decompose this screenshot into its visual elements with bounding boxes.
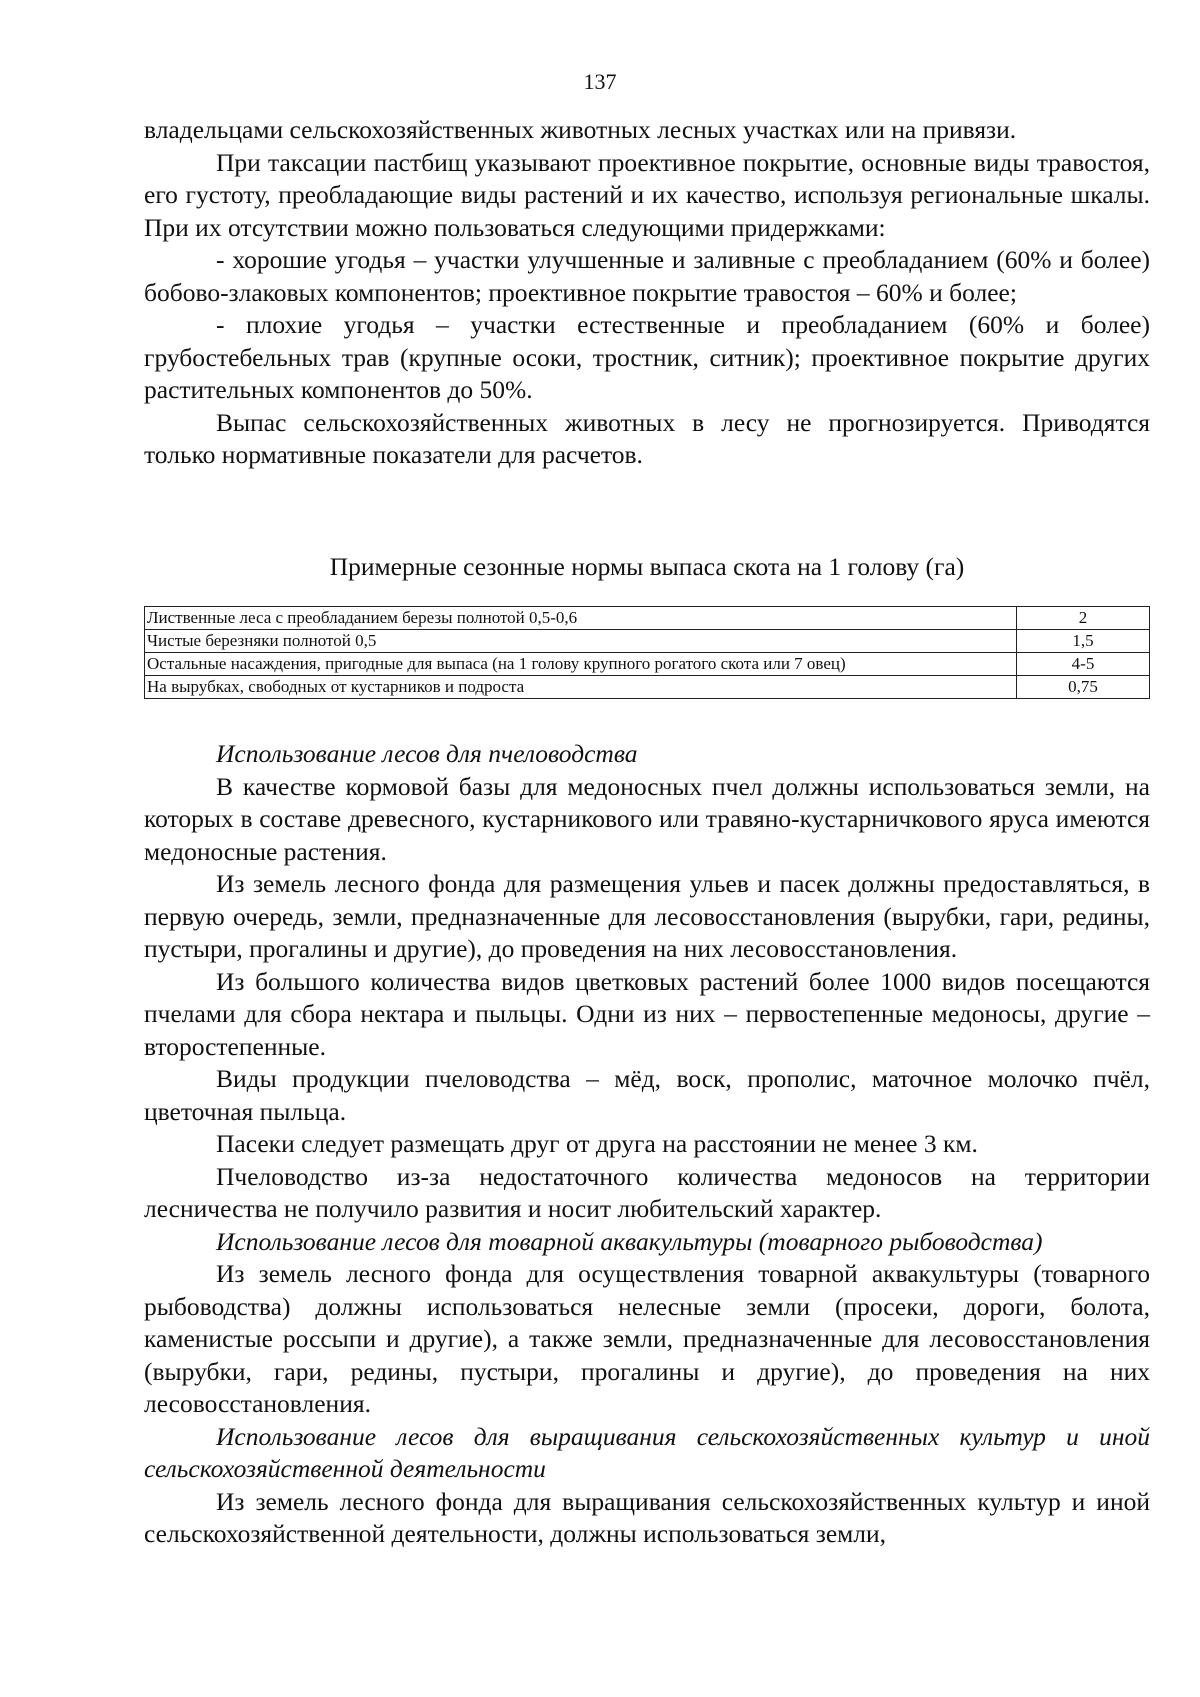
paragraph: - плохие угодья – участки естественные и преобладанием (60% и более) грубостебельных трав (крупные осоки, тростник, ситник); проективное покрытие других растительных компонентов до 50%. bbox=[144, 310, 1150, 404]
table-cell-stand-type: На вырубках, свободных от кустарников и подроста bbox=[145, 676, 1017, 699]
table-row bbox=[145, 676, 1150, 699]
table-cell-stand-type: Лиственные леса с преобладанием березы полнотой 0,5-0,6 bbox=[145, 607, 1017, 630]
paragraph: Виды продукции пчеловодства – мёд, воск, прополис, маточное молочко пчёл, цветочная пыльца. bbox=[144, 1064, 1150, 1126]
table-cell-norm-value: 4-5 bbox=[1017, 653, 1150, 676]
table-row bbox=[145, 653, 1150, 676]
paragraph: Из земель лесного фонда для размещения ульев и пасек должны предоставляться, в первую очередь, земли, предназначенные для лесовосстановления (вырубки, гари, редины, пустыри, прогалины и другие), до проведения на них лесовосстановления. bbox=[144, 869, 1150, 963]
paragraph: Пасеки следует размещать друг от друга на расстоянии не менее 3 км. bbox=[216, 1129, 978, 1158]
paragraph: Выпас сельскохозяйственных животных в лесу не прогнозируется. Приводятся только нормативные показатели для расчетов. bbox=[144, 407, 1150, 469]
page-number: 137 bbox=[583, 69, 617, 94]
table-caption-wrap bbox=[144, 551, 1150, 584]
text-block-upper bbox=[144, 114, 1150, 472]
paragraph: - хорошие угодья – участки улучшенные и заливные с преобладанием (60% и более) бобово-злаковых компонентов; проективное покрытие травостоя – 60% и более; bbox=[144, 245, 1150, 307]
table-row bbox=[145, 630, 1150, 653]
grazing-norms-table bbox=[144, 606, 1150, 699]
norms-table-wrap bbox=[144, 606, 1150, 699]
paragraph: При таксации пастбищ указывают проективное покрытие, основные виды травостоя, его густоту, преобладающие виды растений и их качество, используя региональные шкалы. При их отсутствии можно пользоваться следующими придержками: bbox=[144, 147, 1150, 242]
paragraph: Пчеловодство из-за недостаточного количества медоносов на территории лесничества не получило развития и носит любительский характер. bbox=[144, 1161, 1150, 1223]
table-cell-norm-value: 1,5 bbox=[1017, 630, 1150, 653]
paragraph: Из земель лесного фонда для осуществления товарной аквакультуры (товарного рыбоводства) должны использоваться нелесные земли (просеки, дороги, болота, каменистые россыпи и другие), а также земли, предназначенные для лесовосстановления (вырубки, гари, редины, пустыри, прогалины и другие), до проведения на них лесовосстановления. bbox=[144, 1259, 1150, 1418]
paragraph: владельцами сельскохозяйственных животных лесных участках или на привязи. bbox=[144, 115, 1017, 144]
text-block-lower bbox=[144, 738, 1150, 1551]
table-cell-norm-value: 0,75 bbox=[1017, 676, 1150, 699]
table-caption: Примерные сезонные нормы выпаса скота на 1 голову (га) bbox=[329, 552, 965, 581]
paragraph: В качестве кормовой базы для медоносных пчел должны использоваться земли, на которых в составе древесного, кустарникового или травяно-кустарничкового яруса имеются медоносные растения. bbox=[144, 771, 1150, 866]
table-row bbox=[145, 607, 1150, 630]
paragraph: Из большого количества видов цветковых растений более 1000 видов посещаются пчелами для сбора нектара и пыльцы. Одни из них – первостепенные медоносы, другие – второстепенные. bbox=[144, 966, 1150, 1061]
paragraph: Из земель лесного фонда для выращивания сельскохозяйственных культур и иной сельскохозяйственной деятельности, должны использоваться земли, bbox=[144, 1486, 1150, 1548]
grazing-norms-table-body bbox=[145, 607, 1150, 699]
section-heading: Использование лесов для пчеловодства bbox=[216, 739, 638, 768]
table-cell-stand-type: Чистые березняки полнотой 0,5 bbox=[145, 630, 1017, 653]
table-cell-norm-value: 2 bbox=[1017, 607, 1150, 630]
section-heading: Использование лесов для товарной аквакультуры (товарного рыбоводства) bbox=[216, 1226, 1043, 1256]
section-heading: Использование лесов для выращивания сельскохозяйственных культур и иной сельскохозяйственной деятельности bbox=[144, 1421, 1150, 1483]
table-cell-stand-type: Остальные насаждения, пригодные для выпаса (на 1 голову крупного рогатого скота или 7 овец) bbox=[145, 653, 1017, 676]
